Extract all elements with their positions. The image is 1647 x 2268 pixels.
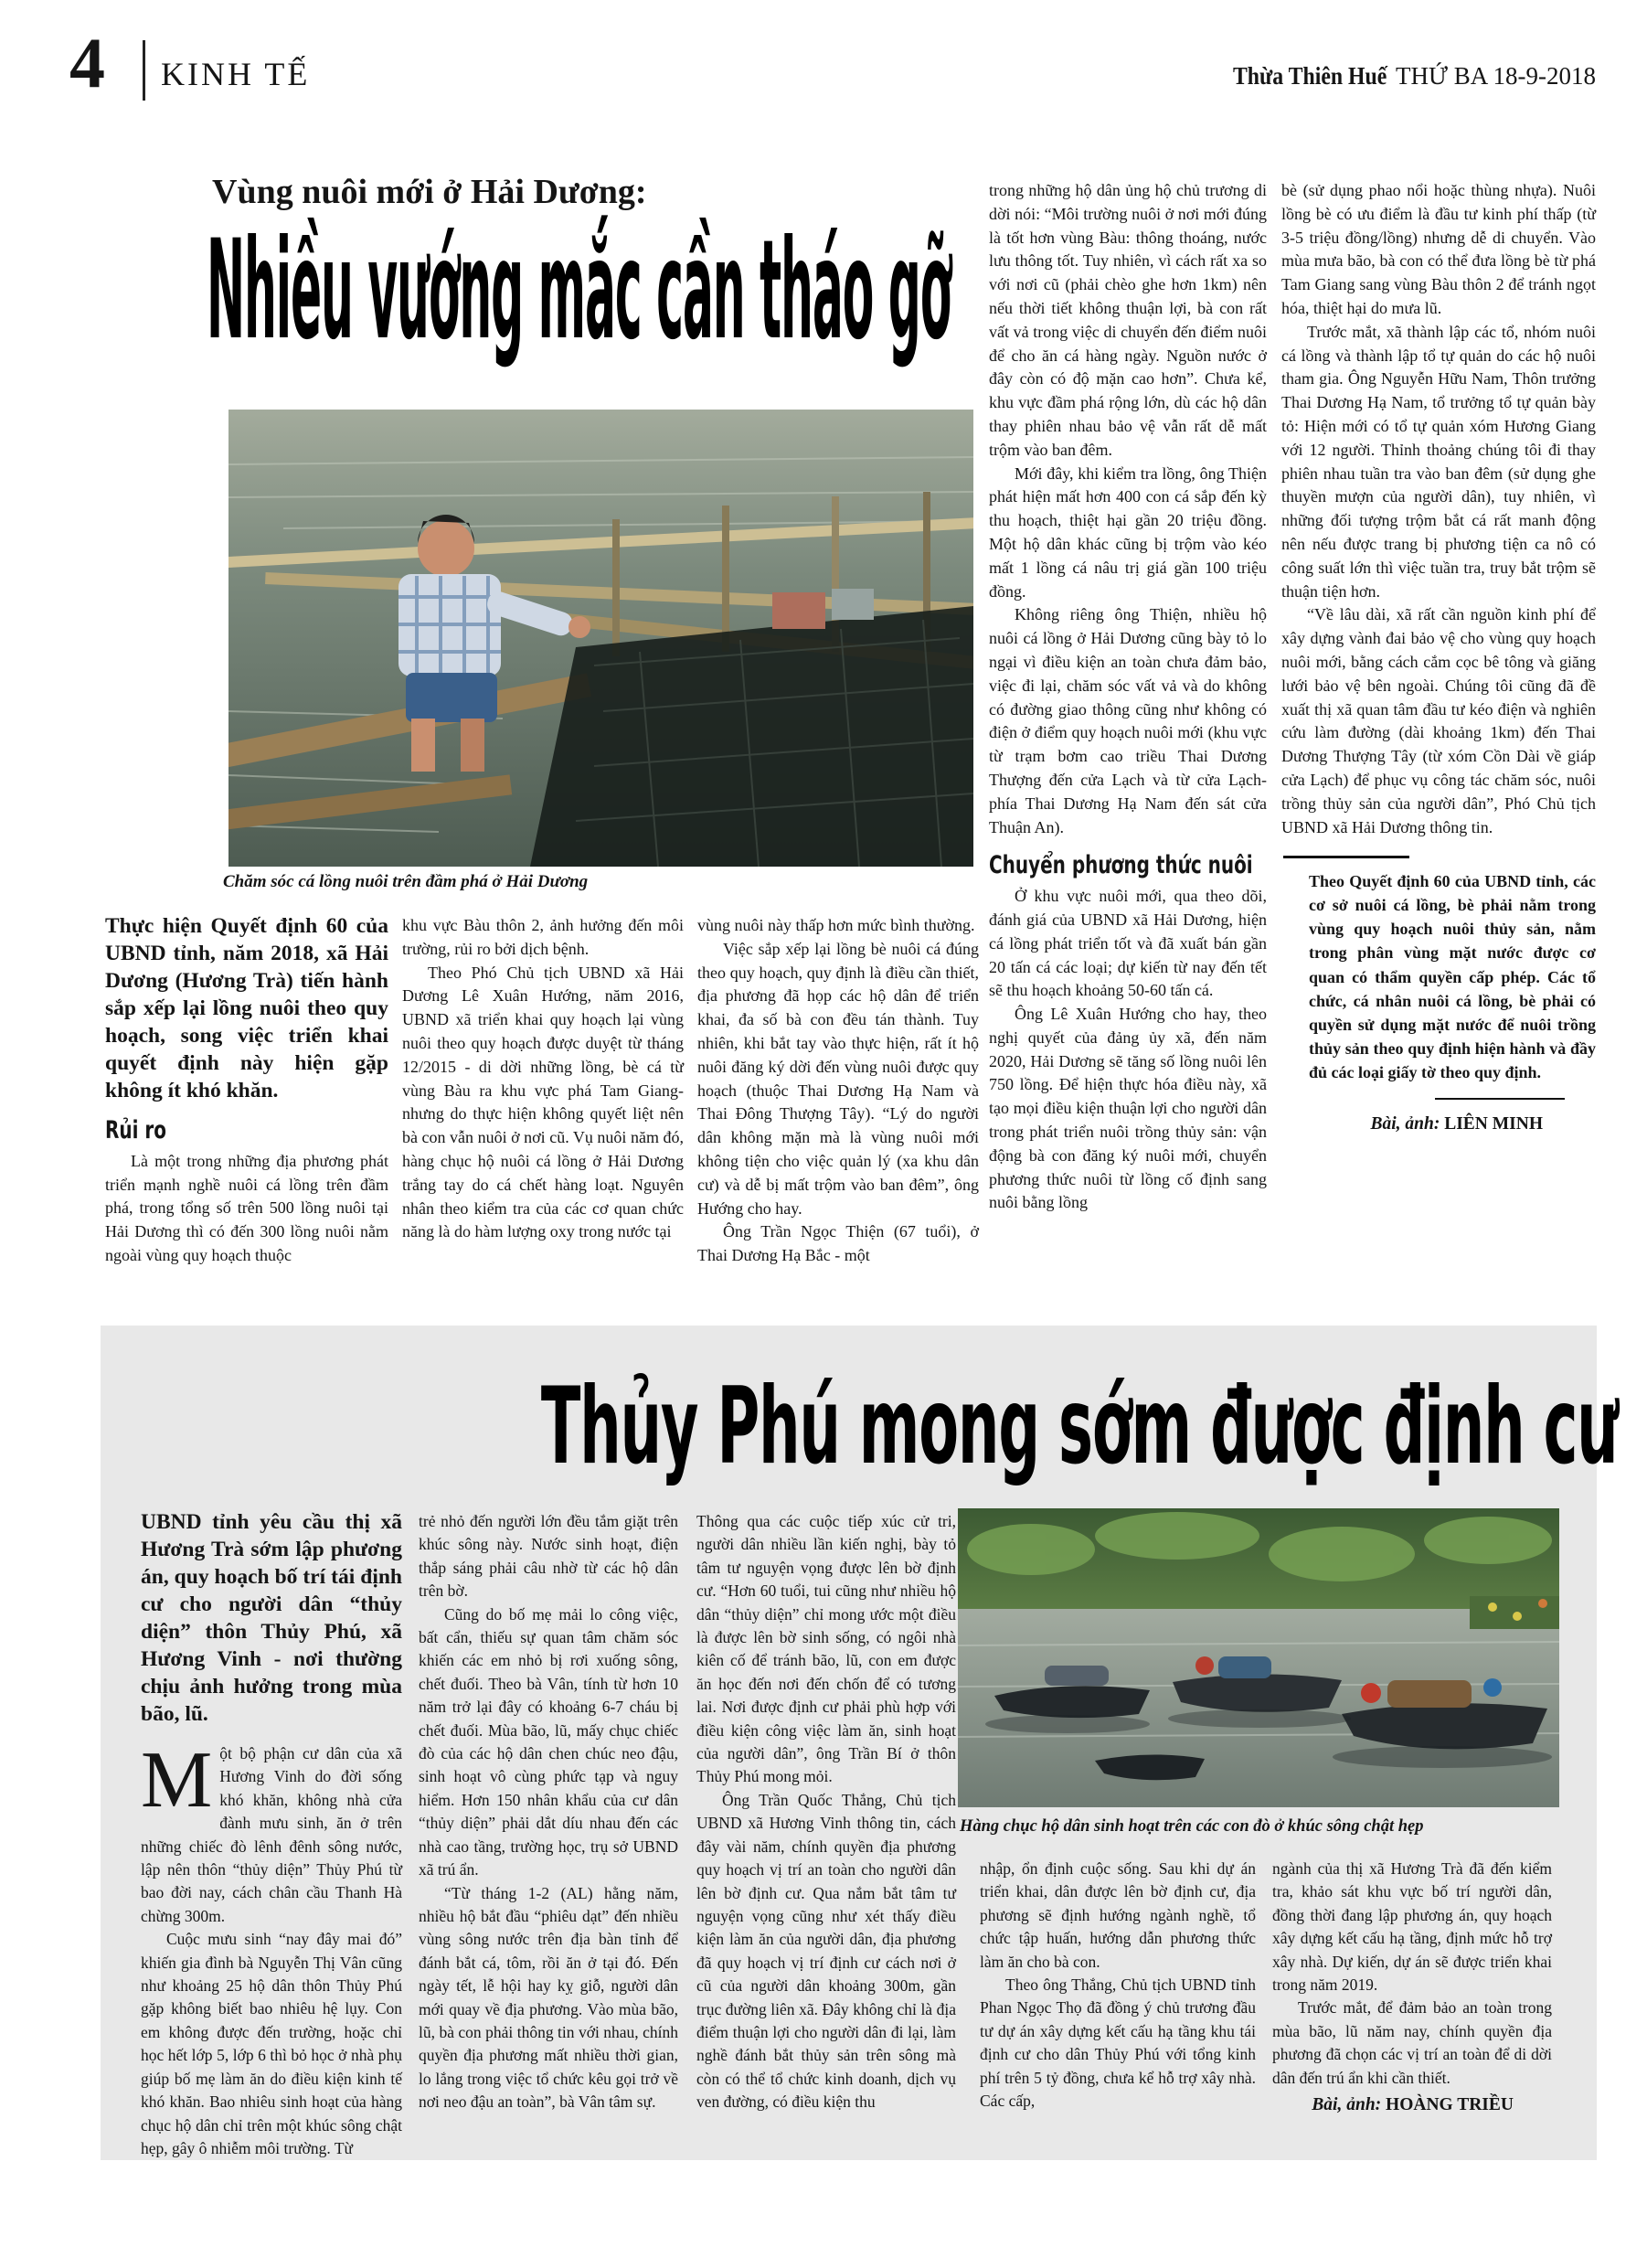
article1-paragraph: Mới đây, khi kiểm tra lồng, ông Thiện phát hiện mất hơn 400 con cá sắp đến kỳ thu hoạch, thiệt hại gần 20 triệu đồng. Một hộ dân khác cũng bị trộm vào kéo mất 1 lồng cá nâu trị giá gần 100 triệu đồng. bbox=[989, 463, 1267, 601]
article1-kicker: Vùng nuôi mới ở Hải Dương: bbox=[212, 173, 647, 211]
article1-column-3 bbox=[697, 914, 979, 1268]
box-top-rule bbox=[1283, 856, 1409, 858]
article1-subhead-method: Chuyển phương thức nuôi bbox=[989, 851, 1253, 880]
page-number: 4 bbox=[69, 23, 105, 102]
byline-author: HOÀNG TRIỀU bbox=[1386, 2095, 1514, 2115]
photo-fish-cages bbox=[228, 410, 973, 867]
article2-paragraph: Thông qua các cuộc tiếp xúc cử tri, người dân nhiều lần kiến nghị, bày tỏ tâm tư nguyện vọng được lên bờ định cư. “Hơn 60 tuổi, tui cũng như nhiều hộ dân “thủy diện” chỉ mong ước một điều là được lên bờ sinh sống, có ngôi nhà kiên cố để tránh bão, lũ, con em được ăn học đến nơi đến chốn để có tương lai. Nơi được định cư phải phù hợp với điều kiện công việc làm ăn, sinh hoạt của người dân”, ông Trần Bí ở thôn Thủy Phú mong mỏi. bbox=[696, 1512, 956, 1786]
article2-lead: UBND tỉnh yêu cầu thị xã Hương Trà sớm lập phương án, quy hoạch bố trí tái định cư cho người dân “thủy diện” thôn Thủy Phú, xã Hương Vinh - nơi thường chịu ảnh hưởng trong mùa bão, lũ. bbox=[141, 1510, 402, 1726]
article2-paragraph: Cuộc mưu sinh “nay đây mai đó” khiến gia đình bà Nguyễn Thị Vân cũng như khoảng 25 hộ dân thôn Thủy Phú gặp không biết bao nhiêu hệ lụy. Con em không được đến trường, hoặc chỉ học hết lớp 5, lớp 6 thì bỏ học ở nhà phụ giúp bố mẹ làm ăn do điều kiện kinh tế khó khăn. Bao nhiêu sinh hoạt của hàng chục hộ dân chỉ trên một khúc sông chật hẹp, gây ô nhiễm môi trường. Từ bbox=[141, 1930, 402, 2157]
article2-paragraph: “Từ tháng 1-2 (AL) hằng năm, nhiều hộ bắt đầu “phiêu dạt” đến nhiều vùng sông nước trên địa bàn tỉnh để đánh bắt cá, tôm, rồi ăn ở tại đó. Đến ngày tết, lễ hội hay kỵ giỗ, người dân mới quay về địa phương. Vào mùa bão, lũ, bà con phải thông tin với nhau, chính quyền địa phương mất nhiều thời gian, lo lắng trong việc tổ chức kêu gọi trở về nơi neo đậu an toàn”, bà Vân tâm sự. bbox=[419, 1883, 678, 2112]
bank-flowers bbox=[1470, 1596, 1559, 1629]
article1-paragraph: Không riêng ông Thiện, nhiều hộ nuôi cá lồng ở Hải Dương cũng bày tỏ lo ngại vì điều kiện an toàn chưa đảm bảo, việc đi lại, chăm sóc vất vả và do không có đường giao thông cũng như không có điện ở điểm quy hoạch nuôi mới (khu vực từ trạm bơm cao triều Thai Dương Thượng đến cửa Lạch và từ cửa Lạch- phía Thai Dương Hạ Nam đến sát cửa Thuận An). bbox=[989, 605, 1267, 836]
drop-cap: M bbox=[141, 1736, 213, 1825]
article1-lead: Thực hiện Quyết định 60 của UBND tỉnh, năm 2018, xã Hải Dương (Hương Trà) tiến hành sắp xếp lại lồng nuôi theo quy hoạch, song việc triển khai quyết định này hiện gặp không ít khó khăn. bbox=[105, 914, 388, 1102]
article1-column-2 bbox=[402, 914, 684, 1244]
article1-byline bbox=[1281, 1113, 1596, 1136]
article1-paragraph: Là một trong những địa phương phát triển mạnh nghề nuôi cá lồng trên đầm phá, trong tổng số trên 500 lồng nuôi tại Hải Dương thì có đến 300 lồng nuôi nằm ngoài vùng quy hoạch thuộc bbox=[105, 1151, 388, 1264]
article2-paragraph-text: ột bộ phận cư dân của xã Hương Vinh do đời sống khó khăn, không nhà cửa đành mưu sinh, ăn ở trên những chiếc đò lênh đênh sông nước, lập nên thôn “thủy diện” Thủy Phú từ bao đời nay, cách chân cầu Thanh Hà chừng 300m. bbox=[141, 1744, 402, 1925]
byline-label: Bài, ảnh: bbox=[1370, 1114, 1440, 1134]
article1-paragraph: “Về lâu dài, xã rất cần nguồn kinh phí để xây dựng vành đai bảo vệ cho vùng quy hoạch nuôi mới, bằng cách cắm cọc bê tông và giăng lưới bảo vệ bên ngoài. Chúng tôi cũng đã đề xuất thị xã quan tâm đầu tư kéo điện và nghiên cứu làm đường (dài khoảng 1km) đến Thai Dương Thượng Tây (từ xóm Cồn Dài về giáp cửa Lạch) để phục vụ công tác chăm sóc, nuôi trồng thủy sản của người dân”, Phó Chủ tịch UBND xã Hải Dương thông tin. bbox=[1281, 605, 1596, 836]
article1-column-4 bbox=[989, 179, 1267, 1215]
article2-paragraph: Theo ông Thắng, Chủ tịch UBND tỉnh Phan Ngọc Thọ đã đồng ý chủ trương đầu tư dự án xây dựng kết cấu hạ tầng khu tái định cư cho dân Thủy Phú với tổng kinh phí trên 5 tỷ đồng, chưa kể hỗ trợ xây nhà. Các cấp, bbox=[980, 1975, 1256, 2111]
article2-column-4 bbox=[980, 1858, 1256, 2113]
article1-headline: Nhiều vướng mắc cần tháo gỡ bbox=[207, 211, 951, 370]
article1-paragraph: Theo Phó Chủ tịch UBND xã Hải Dương Lê Xuân Hướng, năm 2016, UBND xã triển khai quy hoạch lại vùng nuôi theo quy hoạch được duyệt từ tháng 12/2015 - di dời những lồng, bè cá từ vùng Bàu ra khu vực phá Tam Giang- nhưng do thực hiện không quyết liệt nên bà con vẫn nuôi ở nơi cũ. Vụ nuôi năm đó, hàng chục hộ nuôi cá lồng ở Hải Dương trắng tay do cá chết hàng loạt. Nguyên nhân theo kiểm tra của các cơ quan chức năng là do hàm lượng oxy trong nước tại bbox=[402, 963, 684, 1241]
regulation-box: Theo Quyết định 60 của UBND tỉnh, các cơ sở nuôi cá lồng, bè phải nằm trong vùng quy hoạch nuôi thủy sản, nằm trong phân vùng mặt nước được cơ quan có thẩm quyền cấp phép. Các tổ chức, cá nhân nuôi cá lồng, bè phải có quyền sử dụng mặt nước để nuôi trồng thủy sản theo quy định hiện hành và đầy đủ các loại giấy tờ theo quy định. bbox=[1309, 871, 1596, 1082]
article1-paragraph: trong những hộ dân ủng hộ chủ trương di dời nói: “Môi trường nuôi ở nơi mới đúng là tốt hơn vùng Bàu: thông thoáng, nước lưu thông tốt. Tuy nhiên, vì cách rất xa so với nơi cũ (phải chèo ghe hơn 1km) nên nếu thời tiết không thuận lợi, bà con rất vất vả trong việc di chuyển đến điểm nuôi để cho ăn cá hàng ngày. Nguồn nước ở đây còn có độ mặn cao hơn”. Chưa kể, khu vực đầm phá rộng lớn, dù các hộ dân thay phiên nhau bảo vệ vẫn rất dễ mất trộm vào ban đêm. bbox=[989, 181, 1267, 459]
newspaper-brand: Thừa Thiên Huế bbox=[1232, 62, 1387, 90]
article2-paragraph: ngành của thị xã Hương Trà đã đến kiểm tra, khảo sát khu vực bố trí người dân, đồng thời đang lập phương án, quy hoạch xây dựng kết cấu hạ tầng, định mức hỗ trợ xây nhà. Dự kiến, dự án sẽ được triển khai trong năm 2019. bbox=[1272, 1859, 1552, 1995]
section-title: KINH TẾ bbox=[161, 56, 311, 92]
masthead bbox=[1212, 62, 1596, 91]
photo2-caption: Hàng chục hộ dân sinh hoạt trên các con đò ở khúc sông chật hẹp bbox=[960, 1817, 1424, 1836]
article2-paragraph: Cũng do bố mẹ mải lo công việc, bất cẩn, thiếu sự quan tâm chăm sóc khiến các em nhỏ bị rơi xuống sông, chết đuối. Theo bà Vân, tính từ hơn 10 năm trở lại đây có khoảng 6-7 cháu bị chết đuối. Mùa bão, lũ, mấy chục chiếc đò của các hộ dân chen chúc neo đậu, sinh hoạt vô cùng phức tạp và nguy hiểm. Hơn 150 nhân khẩu của cư dân “thủy diện” phải dắt díu nhau đến các nhà cao tầng, trường học, trụ sở UBND xã trú ẩn. bbox=[419, 1604, 678, 1879]
article2-paragraph: Trước mắt, để đảm bảo an toàn trong mùa bão, lũ năm nay, chính quyền địa phương đã chọn các vị trí an toàn để di dời dân đến trú ẩn khi cần thiết. bbox=[1272, 1998, 1552, 2087]
photo-river-boats bbox=[958, 1508, 1559, 1807]
article2-paragraph bbox=[141, 1736, 402, 1928]
article1-subhead-risk: Rủi ro bbox=[105, 1116, 167, 1145]
issue-date: THỨ BA 18-9-2018 bbox=[1396, 62, 1596, 90]
brick-weight bbox=[772, 592, 825, 629]
article1-paragraph: Ở khu vực nuôi mới, qua theo dõi, đánh giá của UBND xã Hải Dương, hiện cá lồng phát triển tốt và đã xuất bán gần 20 tấn cá các loại; dự kiến từ nay đến tết sẽ thu hoạch khoảng 50-60 tấn cá. bbox=[989, 887, 1267, 1000]
article1-paragraph: vùng nuôi này thấp hơn mức bình thường. bbox=[697, 916, 975, 934]
article2-headline: Thủy Phú mong sớm được định cư bbox=[540, 1365, 1618, 1488]
photo-river-boats-art bbox=[958, 1508, 1559, 1807]
article2-column-5 bbox=[1272, 1858, 1552, 2116]
box-bottom-rule bbox=[1435, 1098, 1565, 1101]
photo-fish-cages-art bbox=[228, 410, 973, 867]
article1-paragraph: Ông Lê Xuân Hướng cho hay, theo nghị quyết của đảng ủy xã, đến năm 2020, Hải Dương sẽ tăng số lồng nuôi lên 750 lồng. Để hiện thực hóa điều này, xã tạo mọi điều kiện thuận lợi cho người dân trong phát triển nuôi trồng thủy sản: vận động bà con đăng ký nuôi mới, chuyển phương thức nuôi từ lồng cố định sang nuôi bằng lồng bbox=[989, 1005, 1267, 1212]
article2-paragraph: nhập, ổn định cuộc sống. Sau khi dự án triển khai, dân được lên bờ định cư, địa phương sẽ định hướng ngành nghề, tổ chức tập huấn, hướng dẫn phương thức làm ăn cho bà con. bbox=[980, 1859, 1256, 1971]
article2-column-2 bbox=[419, 1510, 678, 2114]
article1-paragraph: Việc sắp xếp lại lồng bè nuôi cá đúng theo quy hoạch, quy định là điều cần thiết, địa phương đã họp các hộ dân để triển khai, đa số bà con đều tán thành. Tuy nhiên, khi bắt tay vào thực hiện, rất ít hộ nuôi đăng ký dời đến vùng nuôi được quy hoạch (thuộc Thai Dương Hạ Nam và Thai Đông Thượng Tây). “Lý do người dân không mặn mà là vùng nuôi mới không tiện cho việc quản lý (xa khu dân cư) và dễ bị mất trộm vào ban đêm”, ông Hướng cho hay. bbox=[697, 939, 979, 1218]
byline-author: LIÊN MINH bbox=[1444, 1114, 1543, 1134]
byline-label: Bài, ảnh: bbox=[1312, 2095, 1382, 2115]
article1-paragraph: bè (sử dụng phao nổi hoặc thùng nhựa). Nuôi lồng bè có ưu điểm là đầu tư kinh phí thấp (từ 3-5 triệu đồng/lồng) nhưng dễ di chuyển. Vào mùa mưa bão, bà con có thể đưa lồng bè từ phá Tam Giang sang vùng Bàu thôn 2 để tránh ngọt hóa, thiệt hại do mưa lũ. bbox=[1281, 181, 1596, 317]
article2-column-3 bbox=[696, 1510, 956, 2114]
article2-paragraph: trẻ nhỏ đến người lớn đều tắm giặt trên khúc sông này. Nước sinh hoạt, điện thắp sáng phải câu nhờ từ các hộ dân trên bờ. bbox=[419, 1512, 678, 1601]
article1-paragraph: Trước mắt, xã thành lập các tổ, nhóm nuôi cá lồng và thành lập tổ tự quản do các hộ nuôi tham gia. Ông Nguyễn Hữu Nam, Thôn trưởng Thai Dương Hạ Nam, tổ trưởng tổ tự quản bày tỏ: Hiện mới có tổ tự quản xóm Hương Giang với 12 người. Thỉnh thoảng chúng tôi đi thay phiên nhau tuần tra vào ban đêm (sử dụng ghe thuyền mượn của người dân), tuy nhiên, vì những đối tượng trộm bắt cá rất manh động nên nếu được trang bị phương tiện ca nô có công suất lớn thì việc tuần tra, truy bắt trộm sẽ thuận tiện hơn. bbox=[1281, 322, 1596, 601]
article2-paragraph: Ông Trần Quốc Thắng, Chủ tịch UBND xã Hương Vinh thông tin, cách đây vài năm, chính quyền địa phương quy hoạch vị trí an toàn cho người dân lên bờ định cư. Qua nắm bắt tâm tư nguyện vọng cũng như xét thấy điều kiện làm ăn của người dân, địa phương đã quy hoạch vị trí định cư cách nơi ở cũ của người dân khoảng 300m, gần trục đường liên xã. Đây không chỉ là địa điểm thuận lợi cho người dân đi lại, làm nghề đánh bắt thủy sản trên sông mà còn có thể tổ chức kinh doanh, dịch vụ ven đường, có điều kiện thu bbox=[696, 1790, 956, 2112]
article1-headline-wrap bbox=[207, 211, 979, 407]
article1-column-1 bbox=[105, 912, 388, 1268]
article2-column-1 bbox=[141, 1508, 402, 2160]
photo1-caption: Chăm sóc cá lồng nuôi trên đầm phá ở Hải Dương bbox=[223, 872, 589, 891]
header-divider bbox=[143, 40, 145, 101]
article1-column-5 bbox=[1281, 179, 1596, 1136]
article1-paragraph: Ông Trần Ngọc Thiện (67 tuổi), ở Thai Dương Hạ Bắc - một bbox=[697, 1222, 979, 1265]
article1-paragraph: khu vực Bàu thôn 2, ảnh hưởng đến môi trường, rủi ro bởi dịch bệnh. bbox=[402, 916, 684, 958]
article2-headline-wrap bbox=[101, 1365, 1618, 1488]
article2-byline bbox=[1272, 2093, 1552, 2116]
